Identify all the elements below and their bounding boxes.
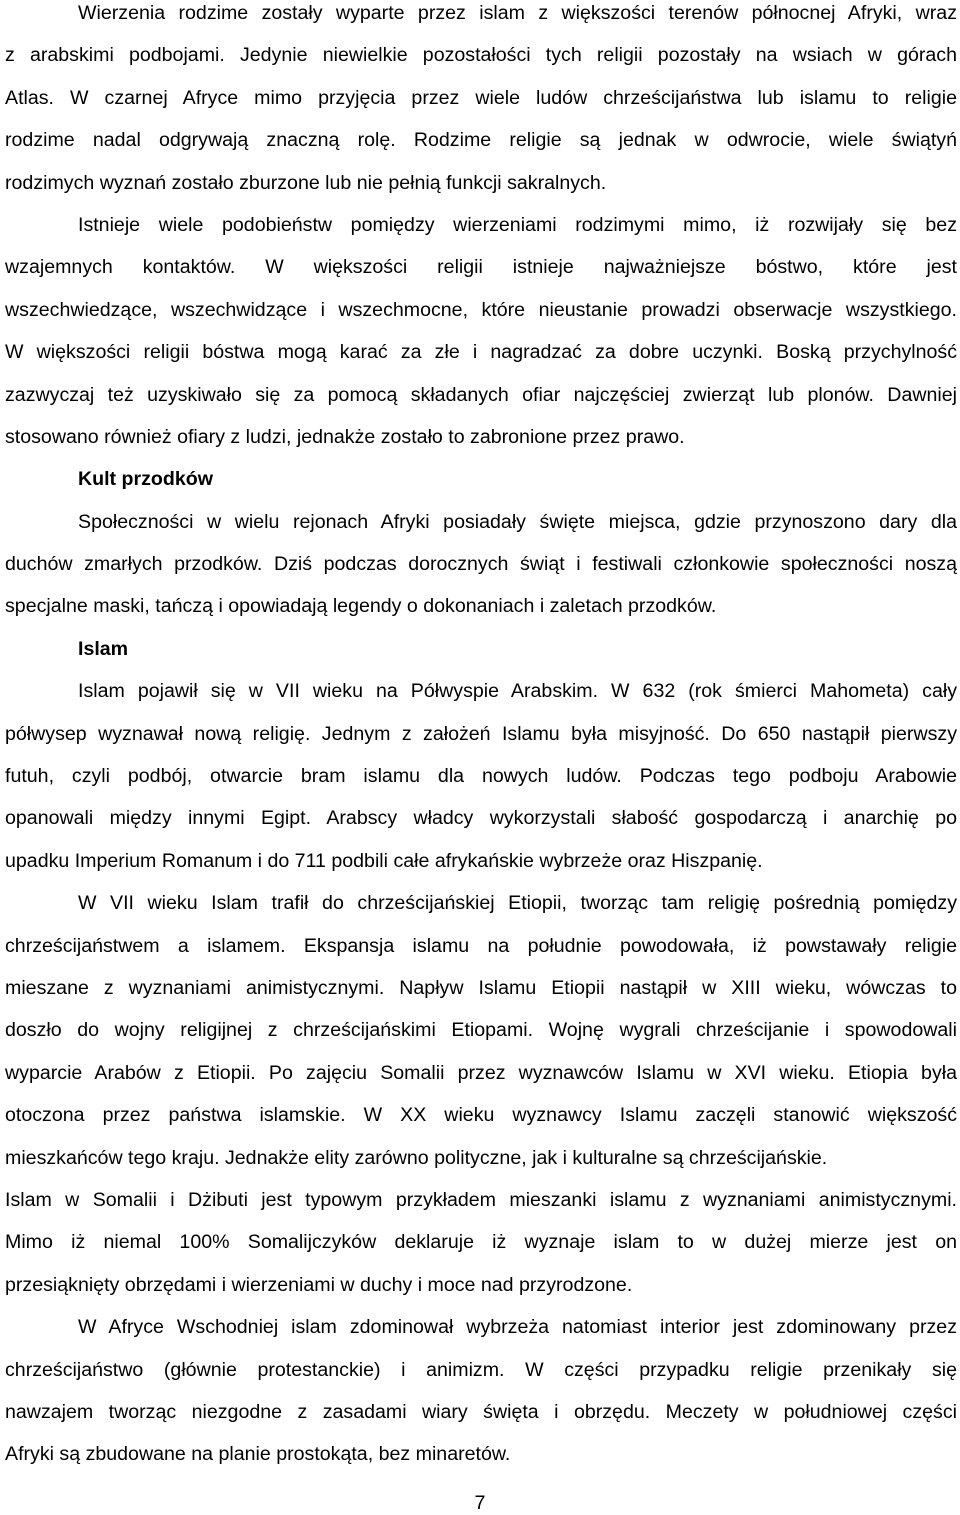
- paragraph-line: Mimo iż niemal 100% Somalijczyków deklaruje iż wyznaje islam to w dużej mierze jest on: [5, 1231, 957, 1254]
- paragraph-islam-3: [5, 1187, 957, 1298]
- paragraph-line: mieszkańców tego kraju. Jednakże elity zarówno polityczne, jak i kulturalne są chrześcijańskie.: [5, 1146, 828, 1169]
- paragraph-islam-4: [5, 1314, 957, 1467]
- paragraph-line: duchów zmarłych przodków. Dziś podczas dorocznych świąt i festiwali członkowie społeczności noszą: [5, 553, 957, 576]
- paragraph-line: z arabskimi podbojami. Jedynie niewielkie pozostałości tych religii pozostały na wsiach w górach: [5, 44, 957, 67]
- paragraph-islam-2: [5, 890, 957, 1170]
- paragraph-line: W VII wieku Islam trafił do chrześcijańskiej Etiopii, tworząc tam religię pośrednią pomiędzy: [78, 892, 957, 915]
- paragraph-line: Islam pojawił się w VII wieku na Półwyspie Arabskim. W 632 (rok śmierci Mahometa) cały: [78, 680, 957, 703]
- paragraph-line: Islam w Somalii i Dżibuti jest typowym przykładem mieszanki islamu z wyznaniami animistycznymi.: [5, 1188, 957, 1211]
- paragraph-line: półwysep wyznawał nową religię. Jednym z założeń Islamu była misyjność. Do 650 nastąpił pierwszy: [5, 722, 957, 745]
- paragraph-line: wzajemnych kontaktów. W większości religii istnieje najważniejsze bóstwo, które jest: [5, 256, 957, 279]
- paragraph-line: opanowali między innymi Egipt. Arabscy władcy wykorzystali słabość gospodarczą i anarchię po: [5, 807, 957, 830]
- section-heading-islam: Islam: [78, 637, 129, 660]
- paragraph-line: chrześcijaństwem a islamem. Ekspansja islamu na południe powodowała, iż powstawały religie: [5, 934, 957, 957]
- paragraph-line: otoczona przez państwa islamskie. W XX wieku wyznawcy Islamu zaczęli stanowić większość: [5, 1104, 957, 1127]
- paragraph-line: specjalne maski, tańczą i opowiadają legendy o dokonaniach i zaletach przodków.: [5, 595, 717, 618]
- paragraph-islam-1: [5, 678, 957, 874]
- page-number: 7: [474, 1492, 486, 1514]
- paragraph-line: chrześcijaństwo (głównie protestanckie) i animizm. W części przypadku religie przenikały się: [5, 1358, 957, 1381]
- paragraph-line: futuh, czyli podbój, otwarcie bram islamu dla nowych ludów. Podczas tego podboju Arabowie: [5, 765, 957, 788]
- paragraph-line: wyparcie Arabów z Etiopii. Po zajęciu Somalii przez wyznawców Islamu w XVI wieku. Etiopia była: [5, 1061, 957, 1084]
- paragraph-line: wszechwiedzące, wszechwidzące i wszechmocne, które nieustanie prowadzi obserwacje wszystkiego.: [5, 298, 957, 321]
- paragraph-line: rodzime nadal odgrywają znaczną rolę. Rodzime religie są jednak w odwrocie, wiele świątyń: [5, 129, 957, 152]
- paragraph-intro-2: [5, 212, 957, 450]
- section-heading-kult-przodkow: Kult przodków: [78, 468, 213, 491]
- paragraph-line: nawzajem tworząc niezgodne z zasadami wiary święta i obrzędu. Meczety w południowej części: [5, 1400, 957, 1423]
- document-body: [5, 0, 957, 1484]
- paragraph-line: rodzimych wyznań zostało zburzone lub nie pełnią funkcji sakralnych.: [5, 171, 607, 194]
- paragraph-line: W większości religii bóstwa mogą karać za złe i nagradzać za dobre uczynki. Boską przychylność: [5, 341, 957, 364]
- paragraph-line: Istnieje wiele podobieństw pomiędzy wierzeniami rodzimymi mimo, iż rozwijały się bez: [78, 213, 957, 236]
- paragraph-line: stosowano również ofiary z ludzi, jednakże zostało to zabronione przez prawo.: [5, 425, 685, 448]
- paragraph-line: przesiąknięty obrzędami i wierzeniami w duchy i moce nad przyrodzone.: [5, 1273, 633, 1296]
- paragraph-line: Wierzenia rodzime zostały wyparte przez islam z większości terenów północnej Afryki, wraz: [78, 2, 957, 24]
- paragraph-line: zazwyczaj też uzyskiwało się za pomocą składanych ofiar najczęściej zwierząt lub plonów. Dawniej: [5, 383, 957, 406]
- paragraph-line: upadku Imperium Romanum i do 711 podbili całe afrykańskie wybrzeże oraz Hiszpanię.: [5, 849, 763, 872]
- paragraph-line: mieszane z wyznaniami animistycznymi. Napływ Islamu Etiopii nastąpił w XIII wieku, wówczas to: [5, 976, 957, 999]
- paragraph-line: Atlas. W czarnej Afryce mimo przyjęcia przez wiele ludów chrześcijaństwa lub islamu to religie: [5, 86, 957, 109]
- paragraph-line: Społeczności w wielu rejonach Afryki posiadały święte miejsca, gdzie przynoszono dary dla: [78, 510, 957, 533]
- paragraph-line: doszło do wojny religijnej z chrześcijańskimi Etiopami. Wojnę wygrali chrześcijanie i spowodowali: [5, 1019, 957, 1042]
- paragraph-line: W Afryce Wschodniej islam zdominował wybrzeża natomiast interior jest zdominowany przez: [78, 1316, 957, 1339]
- paragraph-line: Afryki są zbudowane na planie prostokąta, bez minaretów.: [5, 1443, 511, 1466]
- paragraph-intro-1: [5, 0, 957, 196]
- paragraph-ancestor-cult-1: [5, 509, 957, 620]
